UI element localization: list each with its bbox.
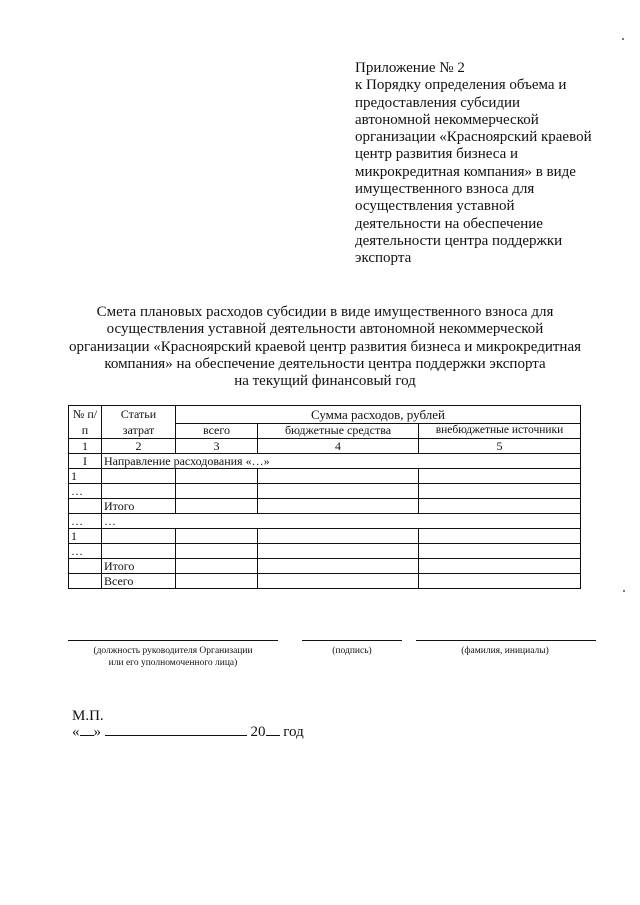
day-blank: [80, 722, 94, 736]
header-total: всего: [176, 423, 258, 438]
appendix-line: осуществления уставной: [355, 198, 515, 215]
cell-total: [176, 544, 258, 559]
year-prefix: 20: [250, 724, 266, 740]
row-num: [69, 559, 102, 574]
month-blank: [105, 722, 247, 736]
table-index-row: [69, 439, 581, 454]
direction-label: Направление расходования «…»: [102, 454, 581, 469]
appendix-line: деятельности на обеспечение: [355, 215, 543, 232]
row-label: Итого: [102, 499, 176, 514]
appendix-line: имущественного взноса для: [355, 181, 535, 198]
cell-total: [176, 574, 258, 589]
appendix-line: организации «Красноярский краевой: [355, 129, 592, 146]
cell-budget: [258, 574, 419, 589]
row-num: …: [69, 514, 102, 529]
appendix-line: деятельности центра поддержки: [355, 232, 563, 249]
table-row: [69, 499, 581, 514]
index-cell: 5: [419, 439, 581, 454]
cell-total: [176, 499, 258, 514]
row-num: 1: [69, 529, 102, 544]
row-num: [69, 499, 102, 514]
table-row: [69, 514, 581, 529]
position-signature-line: [68, 640, 278, 641]
cell-budget: [258, 469, 419, 484]
header-articles: Статьи затрат: [102, 406, 176, 439]
table-row: [69, 544, 581, 559]
scan-speck: [623, 590, 625, 592]
row-label: [102, 529, 176, 544]
row-label: [102, 469, 176, 484]
estimate-table: [68, 405, 581, 589]
cell-budget: [258, 484, 419, 499]
header-budget: бюджетные средства: [258, 423, 419, 438]
direction-num: I: [69, 454, 102, 469]
row-label: Всего: [102, 574, 176, 589]
index-cell: 1: [69, 439, 102, 454]
signature-line: [302, 640, 402, 641]
index-cell: 3: [176, 439, 258, 454]
appendix-line: центр развития бизнеса и: [355, 146, 519, 163]
cell-extra: [419, 484, 581, 499]
title-line: осуществления уставной деятельности автономной некоммерческой: [106, 321, 544, 338]
title-line: компания» на обеспечение деятельности центра поддержки экспорта: [104, 355, 546, 372]
cell-extra: [419, 544, 581, 559]
appendix-line: предоставления субсидии: [355, 94, 521, 111]
scan-speck: [622, 38, 624, 40]
table-row: [69, 469, 581, 484]
row-label: Итого: [102, 559, 176, 574]
stamp-place: М.П.: [72, 708, 104, 724]
table-row: [69, 574, 581, 589]
table-header-row: [69, 406, 581, 424]
header-num: № п/п: [69, 406, 102, 439]
cell-extra: [419, 499, 581, 514]
cell-total: [176, 469, 258, 484]
header-extra: внебюджетные источники: [419, 423, 581, 438]
date-line: [72, 722, 304, 741]
position-label-line: или его уполномоченного лица): [108, 658, 238, 668]
table-row: [69, 484, 581, 499]
row-num: …: [69, 544, 102, 559]
year-blank: [266, 722, 280, 736]
row-label: [102, 484, 176, 499]
appendix-line: Приложение № 2: [355, 60, 465, 76]
title-line: организации «Красноярский краевой центр развития бизнеса и микрокредитная: [69, 338, 581, 355]
table-row-direction: [69, 454, 581, 469]
appendix-block: [355, 60, 605, 268]
appendix-line: автономной некоммерческой: [355, 111, 539, 128]
cell-budget: [258, 529, 419, 544]
row-num: [69, 574, 102, 589]
header-sum: Сумма расходов, рублей: [176, 406, 581, 424]
cell-total: [176, 484, 258, 499]
appendix-line: к Порядку определения объема и: [355, 77, 567, 94]
cell-total: [176, 529, 258, 544]
table-row: [69, 529, 581, 544]
row-label: [102, 544, 176, 559]
cell-extra: [419, 469, 581, 484]
position-label-line: (должность руководителя Организации: [93, 646, 253, 656]
row-label: …: [102, 514, 581, 529]
table-row: [69, 559, 581, 574]
name-signature-line: [416, 640, 596, 641]
cell-total: [176, 559, 258, 574]
cell-extra: [419, 529, 581, 544]
cell-extra: [419, 574, 581, 589]
position-label: [58, 645, 288, 669]
cell-budget: [258, 499, 419, 514]
document-title: [40, 304, 610, 390]
year-suffix: год: [283, 724, 304, 740]
title-line: на текущий финансовый год: [234, 373, 416, 390]
index-cell: 2: [102, 439, 176, 454]
row-num: …: [69, 484, 102, 499]
cell-budget: [258, 559, 419, 574]
signature-label: (подпись): [332, 646, 372, 656]
row-num: 1: [69, 469, 102, 484]
name-label: (фамилия, инициалы): [461, 646, 549, 656]
cell-extra: [419, 559, 581, 574]
quote-open: «: [72, 724, 80, 740]
cell-budget: [258, 544, 419, 559]
appendix-line: микрокредитная компания» в виде: [355, 163, 576, 180]
title-line: Смета плановых расходов субсидии в виде имущественного взноса для: [96, 304, 554, 320]
quote-close: »: [93, 724, 101, 740]
appendix-line: экспорта: [355, 250, 412, 267]
index-cell: 4: [258, 439, 419, 454]
